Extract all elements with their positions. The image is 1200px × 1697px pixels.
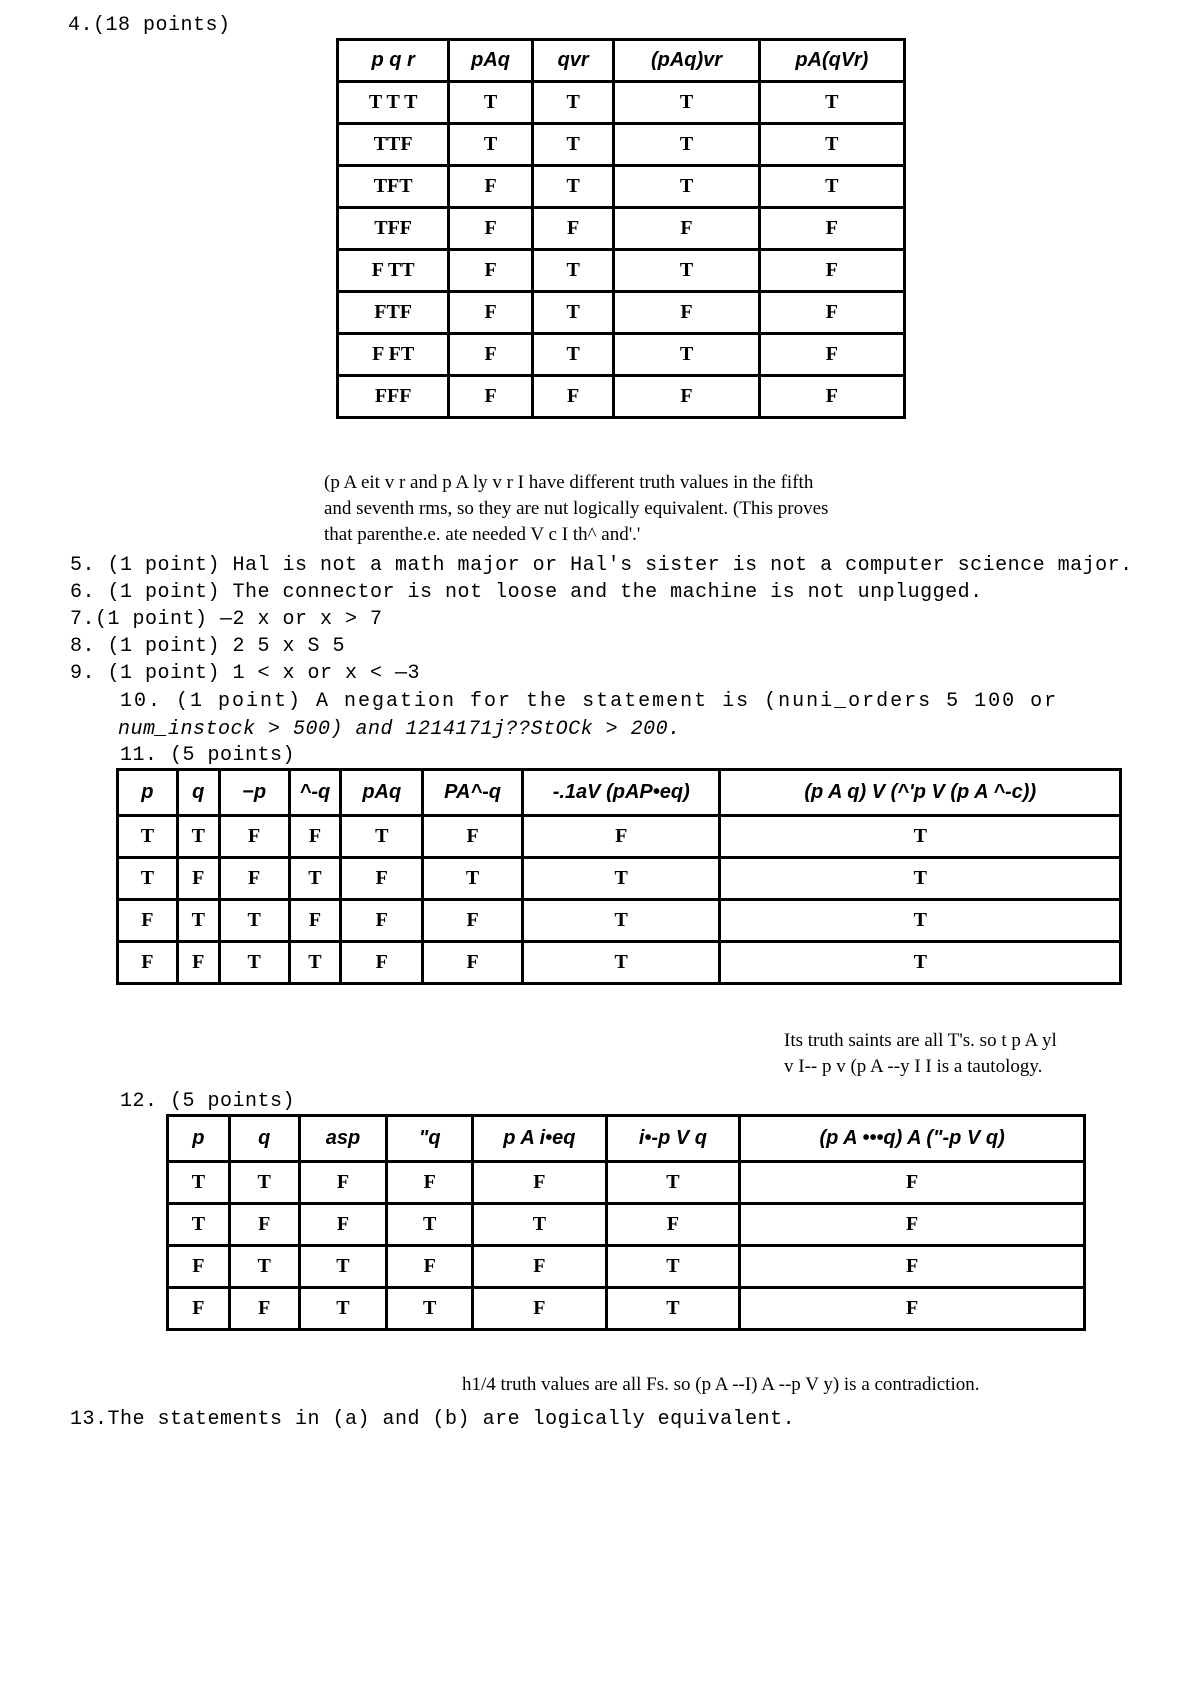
table-cell: T [177,900,219,942]
table-row [338,208,905,250]
table-cell: F [473,1288,607,1330]
table-cell: F [449,208,533,250]
table-row [338,376,905,418]
q11-note [784,1028,1164,1080]
q4-header-cell: qvr [532,40,614,82]
table-cell: FFF [338,376,449,418]
table-row [338,124,905,166]
table-cell: T [532,334,614,376]
q11-header-cell: -.1aV (pAP•eq) [522,770,720,816]
table-cell: F [740,1162,1085,1204]
table-cell: T [299,1246,387,1288]
table-cell: F [177,858,219,900]
table-cell: T [614,250,759,292]
q12-header-cell: p A i•eq [473,1116,607,1162]
table-cell: T [532,166,614,208]
table-cell: T [522,858,720,900]
q12-header-row [168,1116,1085,1162]
table-cell: T [606,1246,740,1288]
table-cell: F [473,1246,607,1288]
table-cell: T [299,1288,387,1330]
answer-8: 8. (1 point) 2 5 x S 5 [70,635,346,658]
q13-answer: 13.The statements in (a) and (b) are logically equivalent. [70,1408,796,1431]
note-line: that parenthe.e. ate needed V c I th^ and'.' [324,524,641,545]
answer-7: 7.(1 point) —2 x or x > 7 [70,608,383,631]
table-cell: F [449,376,533,418]
table-cell: T [606,1288,740,1330]
note-line: and seventh rms, so they are nut logically equivalent. (This proves [324,498,829,519]
table-cell: F [473,1162,607,1204]
table-cell: T [341,816,423,858]
table-cell: F [168,1288,230,1330]
q11-label: 11. (5 points) [120,744,296,767]
q11-header-cell: q [177,770,219,816]
table-cell: T [532,292,614,334]
answer-6: 6. (1 point) The connector is not loose and the machine is not unplugged. [70,581,983,604]
table-cell: F [759,292,904,334]
q4-truth-table [336,38,906,419]
table-cell: T [177,816,219,858]
table-cell: F [740,1204,1085,1246]
q12-header-cell: "q [387,1116,473,1162]
q12-header-cell: q [229,1116,299,1162]
short-answers [70,552,1133,687]
table-cell: F [118,942,178,984]
table-cell: T [219,900,289,942]
table-cell: F [759,376,904,418]
table-cell: T [219,942,289,984]
table-cell: F [219,816,289,858]
table-cell: F FT [338,334,449,376]
table-cell: T T T [338,82,449,124]
table-cell: T [289,942,341,984]
table-cell: T [720,858,1121,900]
table-row [338,82,905,124]
table-cell: T [229,1162,299,1204]
table-cell: T [759,82,904,124]
table-cell: T [289,858,341,900]
table-cell: TFF [338,208,449,250]
table-cell: F [168,1246,230,1288]
q12-header-cell: (p A •••q) A ("-p V q) [740,1116,1085,1162]
table-cell: T [614,334,759,376]
table-cell: F [522,816,720,858]
table-cell: T [759,124,904,166]
table-cell: F [299,1162,387,1204]
table-row [118,942,1121,984]
q10-line2: num_instock > 500) and 1214171j??StOCk > 200. [118,718,681,741]
table-cell: F [423,816,523,858]
table-cell: F [177,942,219,984]
q12-truth-table [166,1114,1086,1331]
table-cell: F [759,250,904,292]
q12-header-cell: p [168,1116,230,1162]
q11-header-row [118,770,1121,816]
table-cell: T [720,816,1121,858]
table-cell: FTF [338,292,449,334]
table-cell: TTF [338,124,449,166]
q12-header-cell: i•-p V q [606,1116,740,1162]
note-line: v I-- p v (p A --y I I is a tautology. [784,1056,1043,1077]
table-cell: F [229,1288,299,1330]
note-line: (p A eit v r and p A ly v r I have different truth values in the fifth [324,472,814,493]
table-row [338,292,905,334]
table-cell: T [387,1204,473,1246]
table-cell: F [449,292,533,334]
q4-header-cell: (pAq)vr [614,40,759,82]
table-cell: T [532,124,614,166]
table-row [338,334,905,376]
table-cell: F [341,858,423,900]
q4-header-row [338,40,905,82]
table-row [338,166,905,208]
table-cell: F [387,1246,473,1288]
q11-header-cell: p [118,770,178,816]
answer-5: 5. (1 point) Hal is not a math major or Hal's sister is not a computer science major. [70,554,1133,577]
table-cell: T [522,942,720,984]
table-cell: F [759,208,904,250]
table-cell: T [614,82,759,124]
table-cell: F [532,376,614,418]
q12-note: h1/4 truth values are all Fs. so (p A --I) A --p V y) is a contradiction. [462,1374,980,1395]
q4-label: 4.(18 points) [68,14,231,37]
table-cell: F [387,1162,473,1204]
table-cell: F [759,334,904,376]
q11-header-cell: PA^-q [423,770,523,816]
table-cell: F [423,900,523,942]
q11-header-cell: ^-q [289,770,341,816]
q11-header-cell: pAq [341,770,423,816]
table-row [338,250,905,292]
table-cell: F [449,334,533,376]
table-cell: F [532,208,614,250]
table-cell: F [423,942,523,984]
table-cell: T [168,1204,230,1246]
q11-header-cell: (p A q) V (^'p V (p A ^-c)) [720,770,1121,816]
table-cell: T [720,900,1121,942]
table-cell: T [522,900,720,942]
table-cell: T [118,816,178,858]
q12-header-cell: asp [299,1116,387,1162]
q10-line1: 10. (1 point) A negation for the statement is (nuni_orders 5 100 or [120,690,1059,713]
note-line: Its truth saints are all T's. so t p A yl [784,1030,1057,1051]
q4-header-cell: p q r [338,40,449,82]
q4-note [324,470,944,548]
q4-header-cell: pA(qVr) [759,40,904,82]
table-cell: F [341,942,423,984]
table-cell: F [289,816,341,858]
table-cell: T [614,166,759,208]
q4-header-cell: pAq [449,40,533,82]
table-cell: T [423,858,523,900]
table-cell: F [299,1204,387,1246]
q12-label: 12. (5 points) [120,1090,296,1113]
table-cell: T [614,124,759,166]
table-cell: TFT [338,166,449,208]
table-cell: T [532,82,614,124]
table-row [118,858,1121,900]
table-row [168,1204,1085,1246]
table-cell: F [614,208,759,250]
table-cell: T [759,166,904,208]
table-cell: F [219,858,289,900]
table-cell: T [449,82,533,124]
table-cell: F [740,1288,1085,1330]
table-cell: T [168,1162,230,1204]
table-cell: T [118,858,178,900]
table-cell: F [341,900,423,942]
table-row [168,1246,1085,1288]
table-cell: F TT [338,250,449,292]
table-cell: T [720,942,1121,984]
table-cell: T [387,1288,473,1330]
q11-truth-table [116,768,1122,985]
table-row [168,1162,1085,1204]
table-cell: T [229,1246,299,1288]
table-cell: F [449,166,533,208]
table-cell: F [614,292,759,334]
table-cell: T [532,250,614,292]
table-cell: F [229,1204,299,1246]
q11-header-cell: −p [219,770,289,816]
table-row [118,900,1121,942]
table-cell: F [449,250,533,292]
table-cell: F [740,1246,1085,1288]
table-cell: F [614,376,759,418]
table-row [118,816,1121,858]
table-cell: F [606,1204,740,1246]
table-row [168,1288,1085,1330]
table-cell: F [118,900,178,942]
table-cell: T [606,1162,740,1204]
table-cell: T [473,1204,607,1246]
answer-9: 9. (1 point) 1 < x or x < —3 [70,662,421,685]
table-cell: T [449,124,533,166]
table-cell: F [289,900,341,942]
